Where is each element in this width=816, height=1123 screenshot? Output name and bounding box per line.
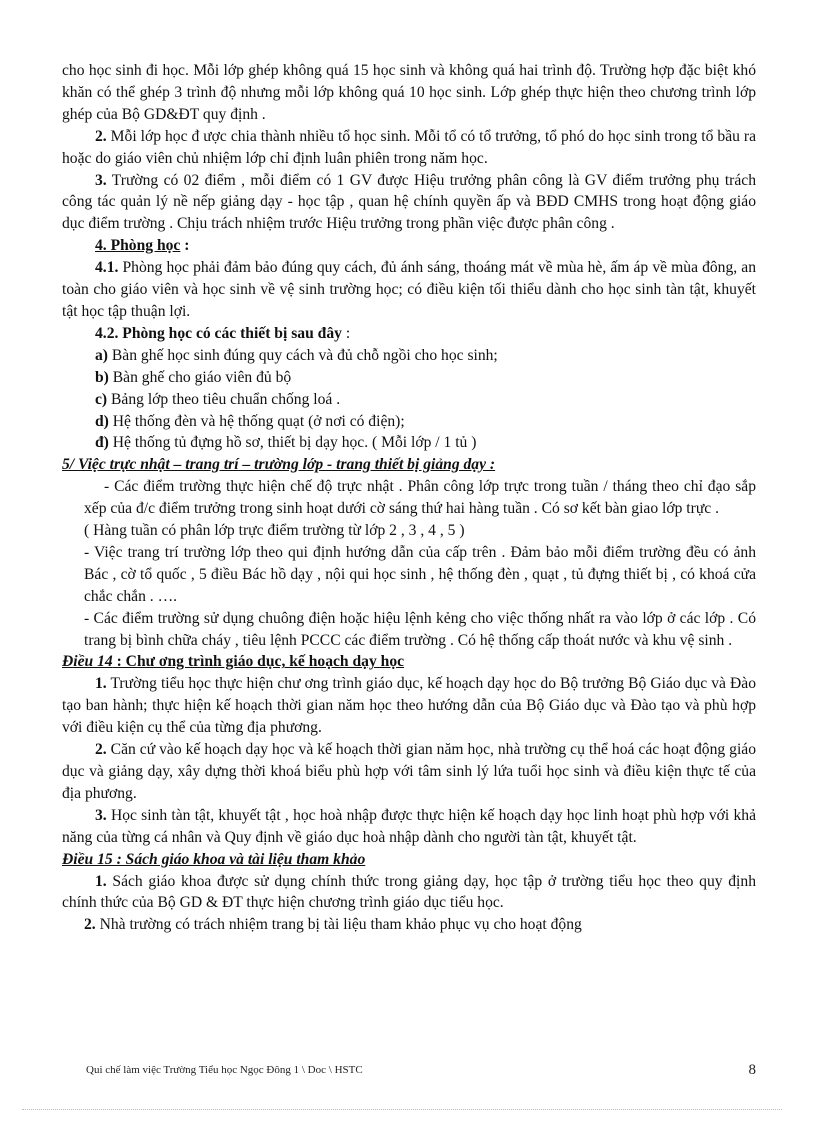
article-heading: Điều 14 : Chư ơng trình giáo dục, kế hoạch dạy học xyxy=(62,653,405,671)
list-item: b) Bàn ghế cho giáo viên đủ bộ xyxy=(95,368,292,386)
paragraph: 2. Căn cứ vào kế hoạch dạy học và kế hoạch thời gian năm học, nhà trường cụ thể hoá các hoạt động giáo dục và giảng dạy, xây dựng thời khoá biểu phù hợp với tâm sinh lý lứa tuổi học sinh và điều kiện thực tế của địa phương. xyxy=(62,741,756,802)
page-number: 8 xyxy=(748,1062,756,1078)
page-body xyxy=(62,60,756,936)
item-number: 4.1. xyxy=(95,259,119,277)
item-number: 2. xyxy=(95,741,107,759)
item-number: 1. xyxy=(95,872,107,890)
paragraph: 3. Học sinh tàn tật, khuyết tật , học hoà nhập được thực hiện kế hoạch dạy học linh hoạt phù hợp với khả năng của từng cá nhân và Quy định về giáo dục hoà nhập dành cho người tàn tật, khuyết tật. xyxy=(62,806,756,846)
list-item: đ) Hệ thống tủ đựng hồ sơ, thiết bị dạy học. ( Mỗi lớp / 1 tủ ) xyxy=(95,434,477,452)
section-heading: 4. Phòng học : xyxy=(95,237,190,255)
item-number: 3. xyxy=(95,171,107,189)
section-heading: 5/ Việc trực nhật – trang trí – trường lớp - trang thiết bị giảng dạy : xyxy=(62,456,496,474)
paragraph: 1. Sách giáo khoa được sử dụng chính thức trong giảng dạy, học tập ở trường tiểu học theo quy định chính thức của Bộ GD & ĐT thực hiện chương trình giáo dục tiểu học. xyxy=(62,872,756,912)
bullet-note: ( Hàng tuần có phân lớp trực điểm trường từ lớp 2 , 3 , 4 , 5 ) xyxy=(84,522,465,540)
page-footer xyxy=(86,1064,756,1076)
subsection-heading: 4.2. Phòng học có các thiết bị sau đây : xyxy=(95,324,351,342)
footer-divider xyxy=(22,1109,782,1110)
bullet-paragraph: - Các điểm trường thực hiện chế độ trực nhật . Phân công lớp trực trong tuần / tháng theo chỉ đạo sắp xếp của đ/c điểm trưởng trong sinh hoạt dưới cờ sáng thứ hai hàng tuần . Có sơ kết bàn giao lớp trực . xyxy=(84,478,756,518)
item-number: 1. xyxy=(95,675,107,693)
list-item: a) Bàn ghế học sinh đúng quy cách và đủ chỗ ngồi cho học sinh; xyxy=(95,346,498,364)
bullet-paragraph: - Việc trang trí trường lớp theo qui định hướng dẫn của cấp trên . Đảm bảo mỗi điểm trường đều có ảnh Bác , cờ tổ quốc , 5 điều Bác hồ dạy , nội qui học sinh , hệ thống đèn , quạt , tủ đựng thiết bị , có khoá cửa chắc chắn . …. xyxy=(84,543,756,605)
paragraph: 2. Mỗi lớp học đ ược chia thành nhiều tổ học sinh. Mỗi tổ có tổ trưởng, tổ phó do học sinh trong tổ bầu ra hoặc do giáo viên chủ nhiệm lớp chỉ định luân phiên trong năm học. xyxy=(62,127,756,167)
item-number: 3. xyxy=(95,806,107,824)
list-item: c) Bảng lớp theo tiêu chuẩn chống loá . xyxy=(95,390,341,408)
paragraph: 3. Trường có 02 điểm , mỗi điểm có 1 GV được Hiệu trưởng phân công là GV điểm trưởng phụ trách công tác quản lý nề nếp giảng dạy - học tập , quan hệ chính quyền ấp và BĐD CMHS trong hoạt động giáo dục điểm trường . Chịu trách nhiệm trước Hiệu trưởng trong phần việc được phân công . xyxy=(62,171,756,233)
paragraph: cho học sinh đi học. Mỗi lớp ghép không quá 15 học sinh và không quá hai trình độ. Trường hợp đặc biệt khó khăn có thể ghép 3 trình độ nhưng mỗi lớp không quá 10 học sinh. Lớp ghép thực hiện theo chương trình lớp ghép của Bộ GD&ĐT quy định . xyxy=(62,62,756,123)
item-number: 2. xyxy=(95,127,107,145)
footer-path: Qui chế làm việc Trường Tiểu học Ngọc Đông 1 \ Doc \ HSTC xyxy=(86,1064,363,1076)
item-number: 2. xyxy=(84,916,96,934)
paragraph: 4.1. Phòng học phải đảm bảo đúng quy cách, đủ ánh sáng, thoáng mát về mùa hè, ấm áp về mùa đông, an toàn cho giáo viên và học sinh về vệ sinh trường học; có điều kiện tối thiểu dành cho học sinh tàn tật, khuyết tật học tập thuận lợi. xyxy=(62,259,756,320)
bullet-paragraph: - Các điểm trường sử dụng chuông điện hoặc hiệu lệnh kẻng cho việc thống nhất ra vào lớp ở các lớp . Có trang bị bình chữa cháy , tiêu lệnh PCCC các điểm trường . Có hệ thống cấp thoát nước và khu vệ sinh . xyxy=(84,609,756,649)
list-item: d) Hệ thống đèn và hệ thống quạt (ở nơi có điện); xyxy=(95,412,405,430)
paragraph: 2. Nhà trường có trách nhiệm trang bị tài liệu tham khảo phục vụ cho hoạt động xyxy=(84,916,582,934)
paragraph: 1. Trường tiểu học thực hiện chư ơng trình giáo dục, kế hoạch dạy học do Bộ trưởng Bộ Giáo dục và Đào tạo ban hành; thực hiện kế hoạch thời gian năm học theo hướng dẫn của Bộ Giáo dục và Đào tạo và phù hợp với điều kiện cụ thể của từng địa phương. xyxy=(62,675,756,737)
article-heading: Điều 15 : Sách giáo khoa và tài liệu tham khảo xyxy=(62,850,366,868)
